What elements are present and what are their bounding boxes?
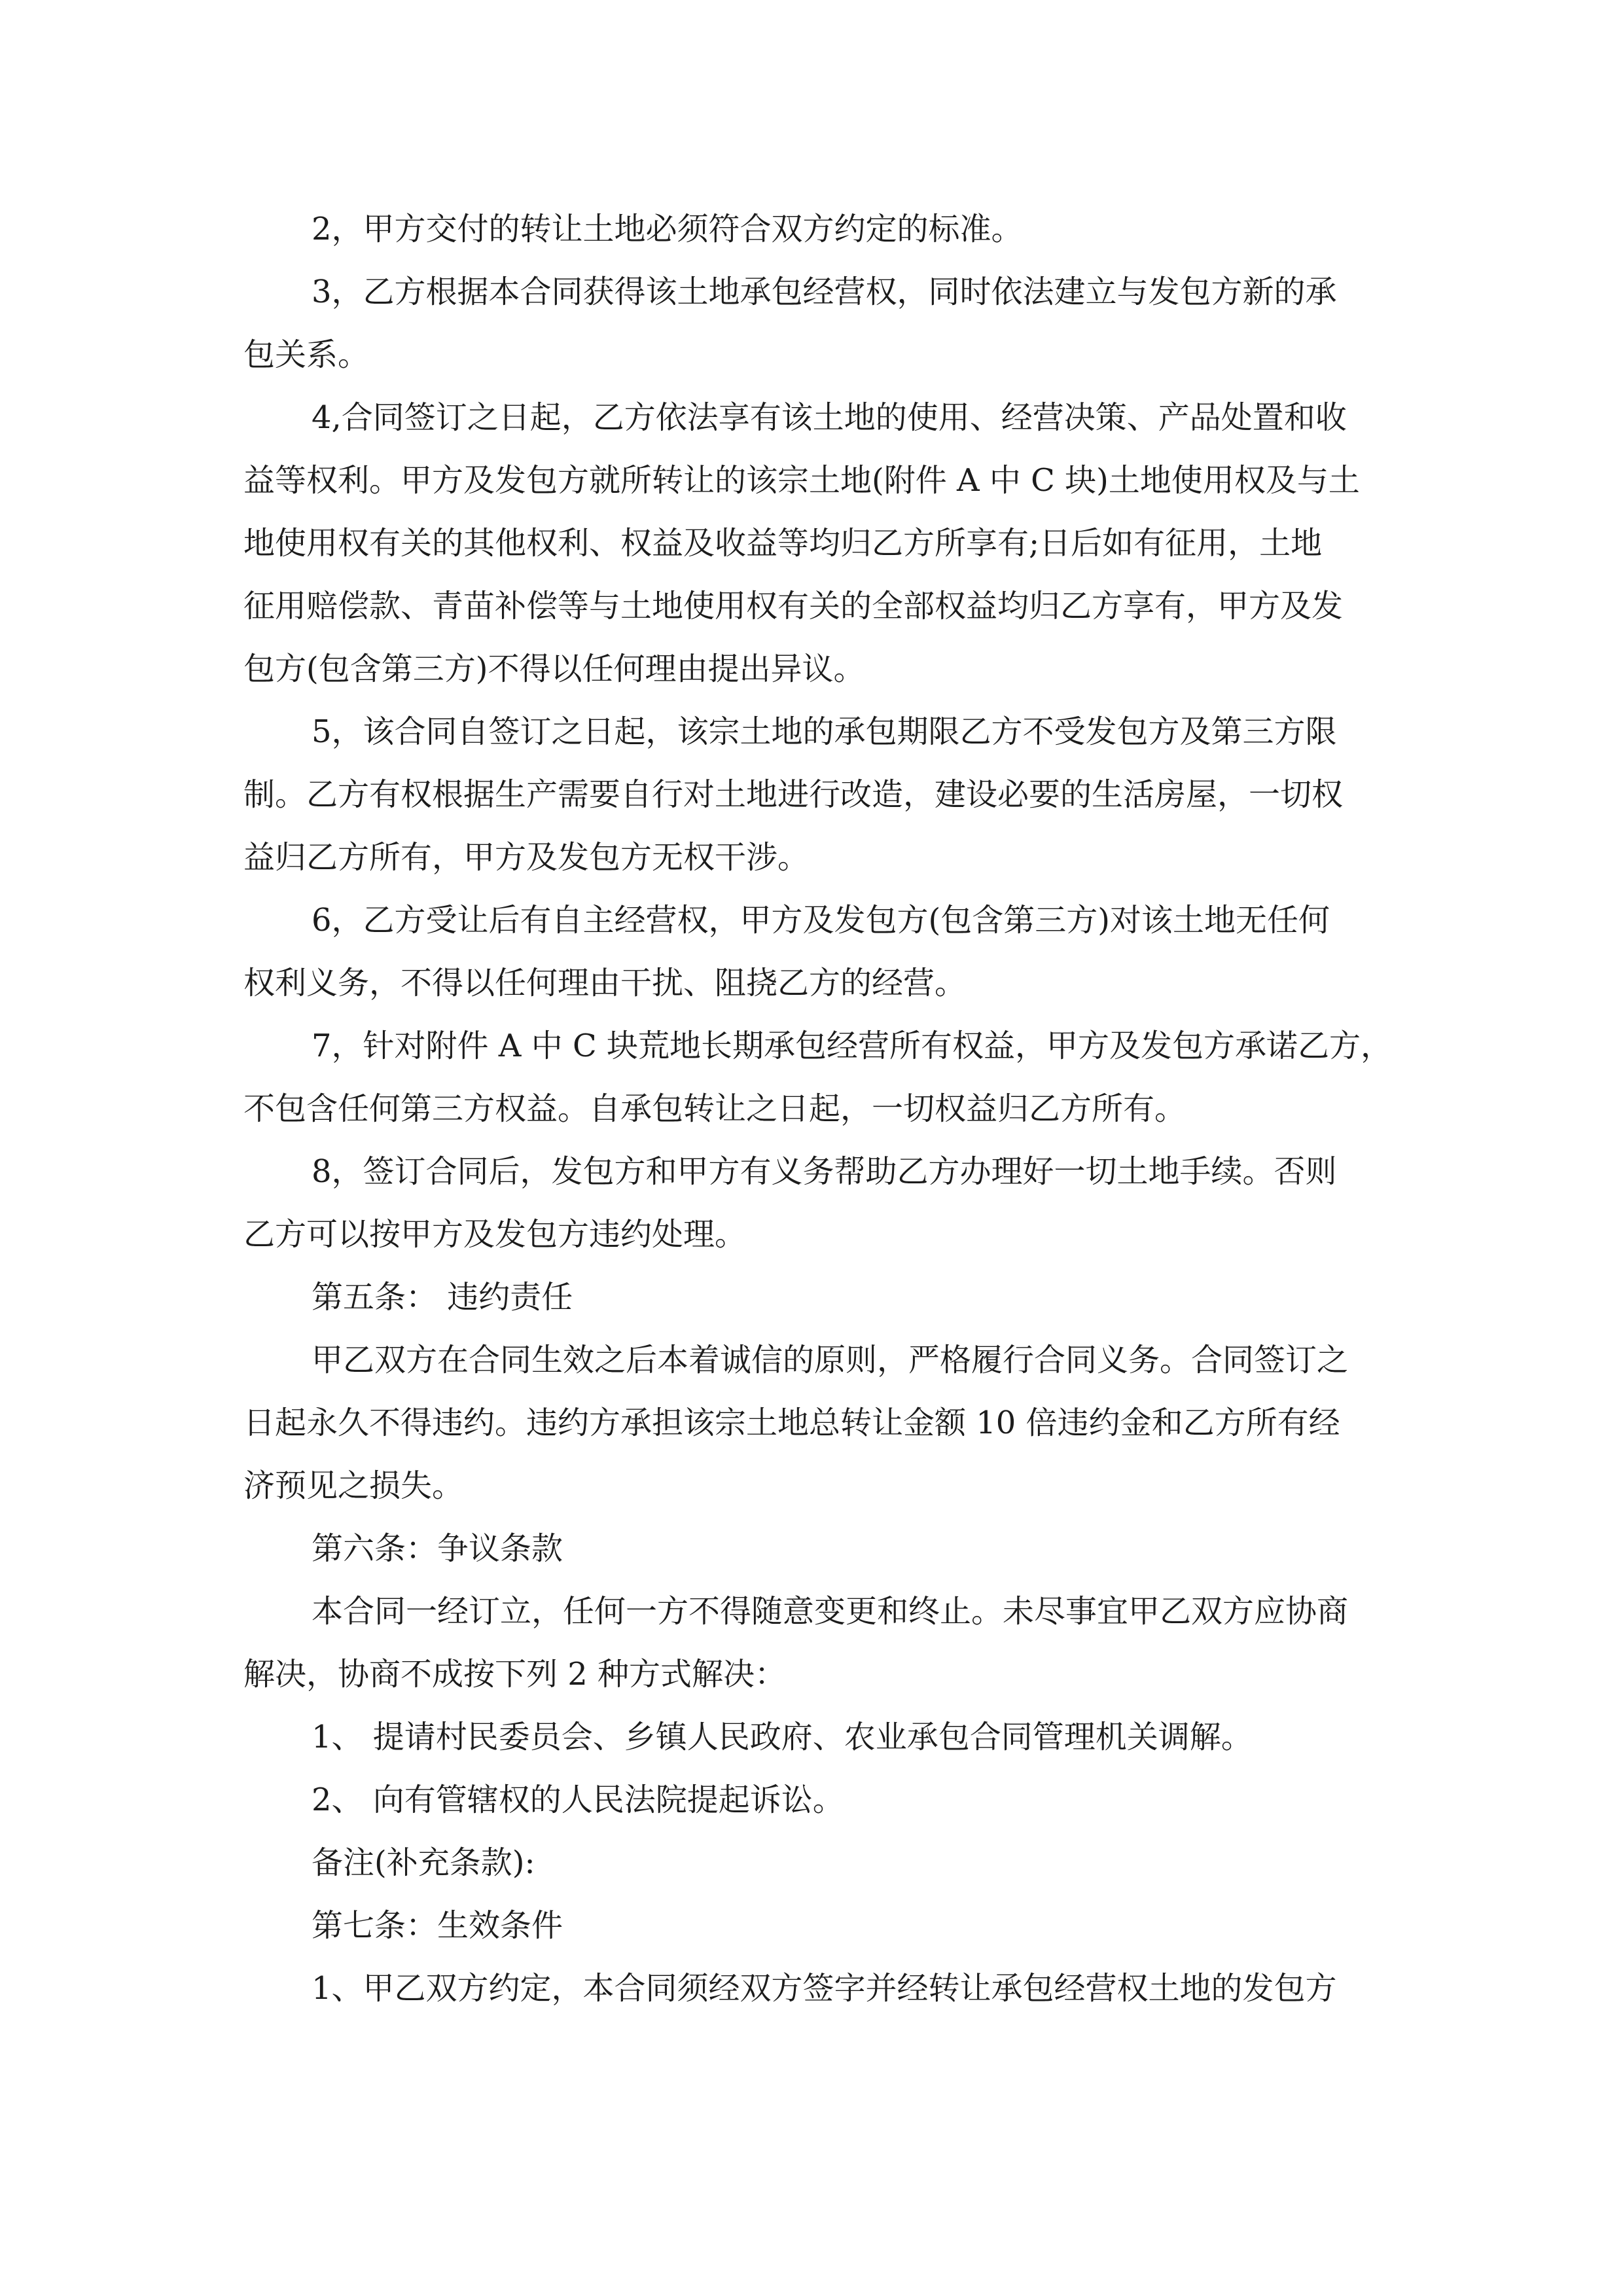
dispute-item-1: 1、 提请村民委员会、乡镇人民政府、农业承包合同管理机关调解。 [312,1719,1253,1755]
article-7-line-1: 1、甲乙双方约定，本合同须经双方签字并经转让承包经营权土地的发包方 [312,1970,1337,2007]
clause-3-line-2: 包关系。 [243,336,370,373]
clause-4-line-1: 4,合同签订之日起，乙方依法享有该土地的使用、经营决策、产品处置和收 [312,399,1347,436]
dispute-item-2: 2、 向有管辖权的人民法院提起诉讼。 [312,1782,844,1818]
remarks-heading: 备注(补充条款): [312,1844,535,1881]
article-6-line-2: 解决，协商不成按下列 2 种方式解决： [243,1656,787,1693]
article-5-line-1: 甲乙双方在合同生效之后本着诚信的原则，严格履行合同义务。合同签订之 [312,1342,1349,1378]
clause-8-line-1: 8，签订合同后，发包方和甲方有义务帮助乙方办理好一切土地手续。否则 [312,1153,1337,1190]
article-5-line-2: 日起永久不得违约。违约方承担该宗土地总转让金额 10 倍违约金和乙方所有经 [243,1405,1340,1441]
clause-4-line-3: 地使用权有关的其他权利、权益及收益等均归乙方所享有;日后如有征用，土地 [243,525,1323,562]
clause-4-line-4: 征用赔偿款、青苗补偿等与土地使用权有关的全部权益均归乙方享有，甲方及发 [243,588,1344,624]
clause-3-line-1: 3，乙方根据本合同获得该土地承包经营权，同时依法建立与发包方新的承 [312,274,1337,310]
clause-5-line-3: 益归乙方所有，甲方及发包方无权干涉。 [243,839,810,876]
article-6-heading: 第六条：争议条款 [312,1530,563,1567]
clause-5-line-1: 5，该合同自签订之日起，该宗土地的承包期限乙方不受发包方及第三方限 [312,713,1337,750]
clause-5-line-2: 制。乙方有权根据生产需要自行对土地进行改造，建设必要的生活房屋，一切权 [243,776,1344,813]
clause-4-line-2: 益等权利。甲方及发包方就所转让的该宗土地(附件 A 中 C 块)土地使用权及与土 [243,462,1360,499]
article-5-heading: 第五条： 违约责任 [312,1279,573,1316]
clause-7-line-2: 不包含任何第三方权益。自承包转让之日起，一切权益归乙方所有。 [243,1090,1186,1127]
article-7-heading: 第七条：生效条件 [312,1907,563,1944]
clause-4-line-5: 包方(包含第三方)不得以任何理由提出异议。 [243,651,865,687]
clause-6-line-2: 权利义务，不得以任何理由干扰、阻挠乙方的经营。 [243,965,967,1001]
article-6-line-1: 本合同一经订立，任何一方不得随意变更和终止。未尽事宜甲乙双方应协商 [312,1593,1349,1630]
article-5-line-3: 济预见之损失。 [243,1467,464,1504]
clause-8-line-2: 乙方可以按甲方及发包方违约处理。 [243,1216,747,1253]
clause-6-line-1: 6，乙方受让后有自主经营权，甲方及发包方(包含第三方)对该土地无任何 [312,902,1330,939]
clause-2-line-1: 2，甲方交付的转让土地必须符合双方约定的标准。 [312,211,1023,247]
clause-7-line-1: 7，针对附件 A 中 C 块荒地长期承包经营所有权益，甲方及发包方承诺乙方， [312,1028,1392,1064]
